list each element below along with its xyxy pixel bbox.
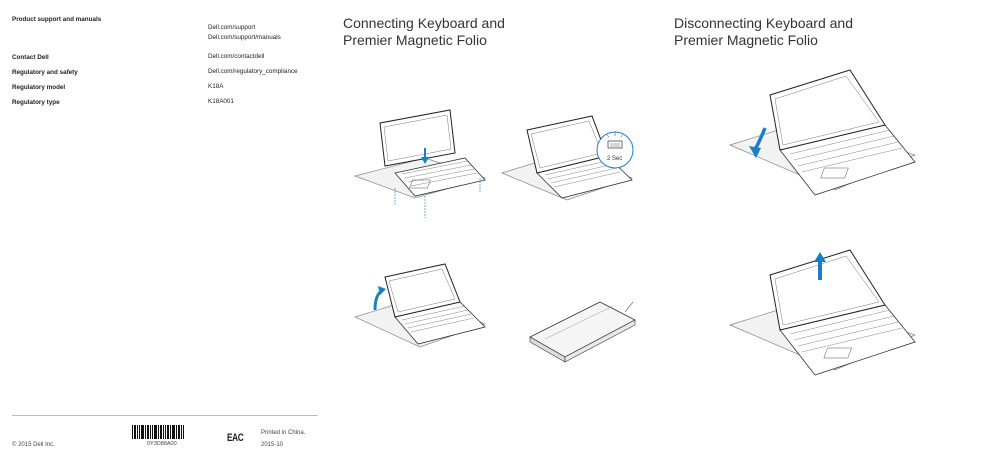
- led-indicator-callout: [597, 132, 633, 168]
- connect-step4-illustration: [525, 292, 640, 367]
- copyright-text: © 2015 Dell Inc.: [12, 442, 55, 448]
- disconnect-title-line1: Disconnecting Keyboard and: [674, 15, 854, 31]
- printed-in-text: Printed in China.: [261, 430, 306, 436]
- support-link-1[interactable]: Dell.com/support: [208, 24, 256, 31]
- barcode-image: [132, 425, 184, 439]
- type-value: K18A001: [208, 98, 234, 105]
- disconnect-step2-illustration: [725, 245, 925, 390]
- type-label: Regulatory type: [12, 99, 60, 106]
- duration-badge: 2 Sec: [607, 156, 623, 162]
- tablet: [380, 110, 455, 166]
- connect-title-line2: Premier Magnetic Folio: [343, 32, 487, 48]
- connect-step1-illustration: [350, 118, 490, 223]
- eac-certification-mark: EAC: [227, 432, 244, 444]
- disconnect-title: [674, 15, 853, 49]
- connect-step2-illustration: [497, 118, 642, 223]
- model-label: Regulatory model: [12, 84, 66, 91]
- safety-label: Regulatory and safety: [12, 69, 78, 76]
- connect-title-line1: Connecting Keyboard and: [343, 15, 505, 31]
- connect-title: [343, 15, 505, 49]
- footer-divider: [12, 415, 318, 416]
- contact-link[interactable]: Dell.com/contactdell: [208, 53, 265, 60]
- disconnect-title-line2: Premier Magnetic Folio: [674, 32, 818, 48]
- safety-link[interactable]: Dell.com/regulatory_compliance: [208, 68, 298, 75]
- connect-step3-illustration: [350, 262, 490, 367]
- disconnect-step1-illustration: [725, 70, 925, 215]
- model-value: K18A: [208, 83, 224, 90]
- barcode-number: 0Y3D88A00: [147, 441, 177, 447]
- support-label: Product support and manuals: [12, 16, 102, 23]
- print-date: 2015-10: [261, 442, 284, 448]
- support-link-2[interactable]: Dell.com/support/manuals: [208, 34, 281, 41]
- contact-label: Contact Dell: [12, 54, 49, 61]
